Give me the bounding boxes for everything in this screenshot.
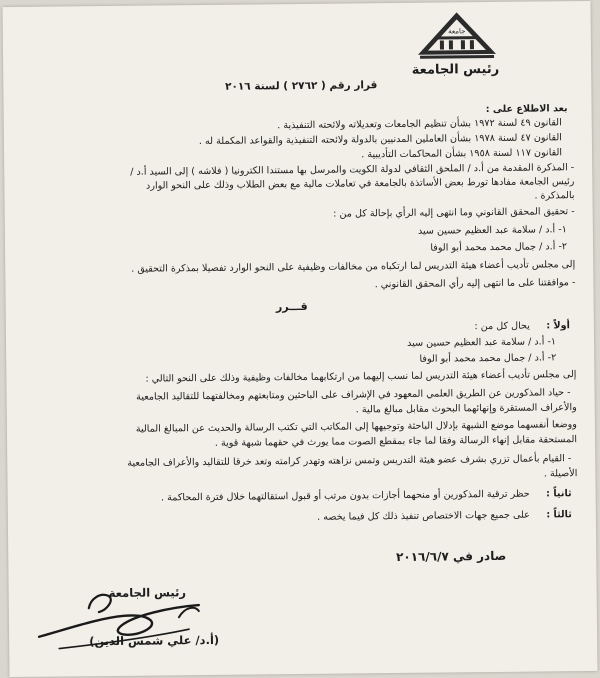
preamble-intro: بعد الاطلاع على : <box>485 103 568 116</box>
charges-intro: إلى مجلس تأديب أعضاء هيئة التدريس لما نسب إليهما من ارتكابهما مخالفات وظيفية وذلك على النحو التالي : <box>145 369 577 385</box>
decision-heading: قـــرر <box>275 299 308 314</box>
third-label: ثالثاً : <box>546 509 572 521</box>
person-name: ٢- أ.د / جمال محمد محمد أبو الوفا <box>430 241 568 254</box>
decision-number: قرار رقم ( ٢٧٦٢ ) لسنة ٢٠١٦ <box>224 79 378 93</box>
referral-text: إلى مجلس تأديب أعضاء هيئة التدريس لما ارتكباه من مخالفات وظيفية على النحو الوارد تفصيلا بمذكرة التحقيق . <box>131 259 576 275</box>
signer-title: رئيس الجامعة <box>108 585 187 601</box>
charge-line: ووضعا أنفسهما موضع الشبهة بإدلال الباحثة وتوجيهها إلى المكاتب التي تكتب الرسالة والحديث عن المبالغ المالية <box>135 419 577 435</box>
person-name: ١- أ.د / سلامة عبد العظيم حسين سيد <box>407 336 557 349</box>
charge-line: الأصيلة . <box>543 468 578 480</box>
investigation-intro: - تحقيق المحقق القانوني وما انتهى إليه الرأي بإحالة كل من : <box>333 206 575 220</box>
charge-line: - حياد المذكورين عن الطريق العلمي المعهود في الإشراف على الباحثين ومتابعتهم ومخالفتهما للتقاليد الجامعية <box>136 387 571 403</box>
university-logo-icon <box>416 10 499 61</box>
person-name: ١- أ.د / سلامة عبد العظيم حسين سيد <box>417 224 567 237</box>
law-item: القانون ١١٧ لسنة ١٩٥٨ بشأن المحاكمات التأديبية . <box>361 147 563 161</box>
charge-line: والأعراف المستقرة وإنهائهما البحوث مقابل مبالغ مالية . <box>355 402 577 416</box>
second-label: ثانياً : <box>546 488 572 500</box>
decision-document <box>3 1 598 677</box>
third-text: على جميع جهات الاختصاص تنفيذ ذلك كل فيما يخصه . <box>317 509 530 523</box>
first-label: أولاً : <box>546 320 570 332</box>
charge-line: المستحقة مقابل إنهاء الرسالة وفقا لما جاء بمقطع الصوت مما يورث في حقهما شبهة قوية . <box>214 434 578 449</box>
issue-date: صادر في ٢٠١٦/٦/٧ <box>395 548 507 565</box>
approval-text: - موافقتنا على ما انتهى إليه رأي المحقق القانوني . <box>374 277 576 291</box>
person-name: ٢- أ.د / جمال محمد محمد أبو الوفا <box>419 352 557 365</box>
memo-line: رئيس الجامعة مفادها تورط بعض الأساتذة بالجامعة في تعاملات مالية مع بعض الطلاب وذلك على النحو الوارد <box>145 176 575 192</box>
memo-line: بالمذكرة . <box>534 190 575 202</box>
law-item: القانون ٤٧ لسنة ١٩٧٨ بشأن العاملين المدنيين بالدولة ولائحته التنفيذية والقواعد المكملة له . <box>198 132 562 148</box>
charge-line: - القيام بأعمال تزري بشرف عضو هيئة التدريس وتمس نزاهته وتهدر كرامته وتعد خرقا للتقاليد والأعراف الجامعية <box>127 453 572 469</box>
signer-name: (أ.د/ علي شمس الدين) <box>89 632 220 649</box>
memo-line: - المذكرة المقدمة من أ.د / الملحق الثقافي لدولة الكويت والمرسل بها مستندا الكترونيا ( فلاشه ) إلى السيد أ.د / <box>130 162 575 178</box>
header-title: رئيس الجامعة <box>411 61 500 78</box>
first-text: يحال كل من : <box>474 320 530 333</box>
law-item: القانون ٤٩ لسنة ١٩٧٢ بشأن تنظيم الجامعات وتعديلاته ولائحته التنفيذية . <box>277 117 562 132</box>
logo-text: جامعة <box>448 27 466 36</box>
second-text: حظر ترقية المذكورين أو منحهما أجازات بدون مرتب أو قبول استقالتهما خلال فترة المحاكمة . <box>160 488 530 504</box>
